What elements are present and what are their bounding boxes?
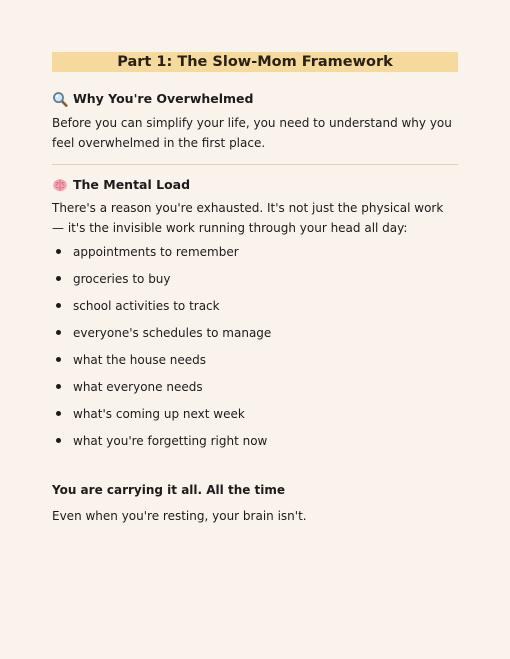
bullet (56, 357, 61, 362)
list-item (52, 404, 458, 431)
list-item-text: appointments to remember (73, 245, 239, 259)
list-item (52, 377, 458, 404)
bullet (56, 384, 61, 389)
part-title-banner: Part 1: The Slow-Mom Framework (52, 52, 458, 72)
list-item-text: what you're forgetting right now (73, 434, 268, 448)
bullet (56, 303, 61, 308)
intro-paragraph: Before you can simplify your life, you need to understand why you feel overwhelmed in the first place. (52, 116, 452, 150)
list-item-text: what the house needs (73, 353, 207, 367)
bullet (56, 438, 61, 443)
bullet (56, 276, 61, 281)
magnifying-glass-icon (52, 91, 68, 107)
brain-icon (52, 177, 68, 193)
closing-paragraph: Even when you're resting, your brain isn't. (52, 509, 307, 523)
closing-heading: You are carrying it all. All the time (52, 483, 286, 497)
bullet (56, 411, 61, 416)
list-item-text: what everyone needs (73, 380, 203, 394)
list-item (52, 269, 458, 296)
section-divider (52, 164, 458, 165)
mental-load-paragraph: There's a reason you're exhausted. It's not just the physical work — it's the invisible work running through your head all day: (52, 201, 444, 235)
bullet (56, 330, 61, 335)
list-item (52, 323, 458, 350)
list-item-text: groceries to buy (73, 272, 171, 286)
list-item-text: school activities to track (73, 299, 220, 313)
bullet (56, 249, 61, 254)
list-item (52, 296, 458, 323)
mental-load-list (52, 242, 458, 458)
document-page (52, 52, 458, 526)
section-heading-text: Why You're Overwhelmed (73, 91, 254, 106)
list-item-text: what's coming up next week (73, 407, 245, 421)
list-item (52, 242, 458, 269)
list-item (52, 350, 458, 377)
section-heading-mental-load (52, 177, 458, 193)
list-item (52, 431, 458, 458)
section-heading-text: The Mental Load (73, 177, 191, 192)
section-heading-overwhelmed (52, 91, 458, 107)
list-item-text: everyone's schedules to manage (73, 326, 272, 340)
